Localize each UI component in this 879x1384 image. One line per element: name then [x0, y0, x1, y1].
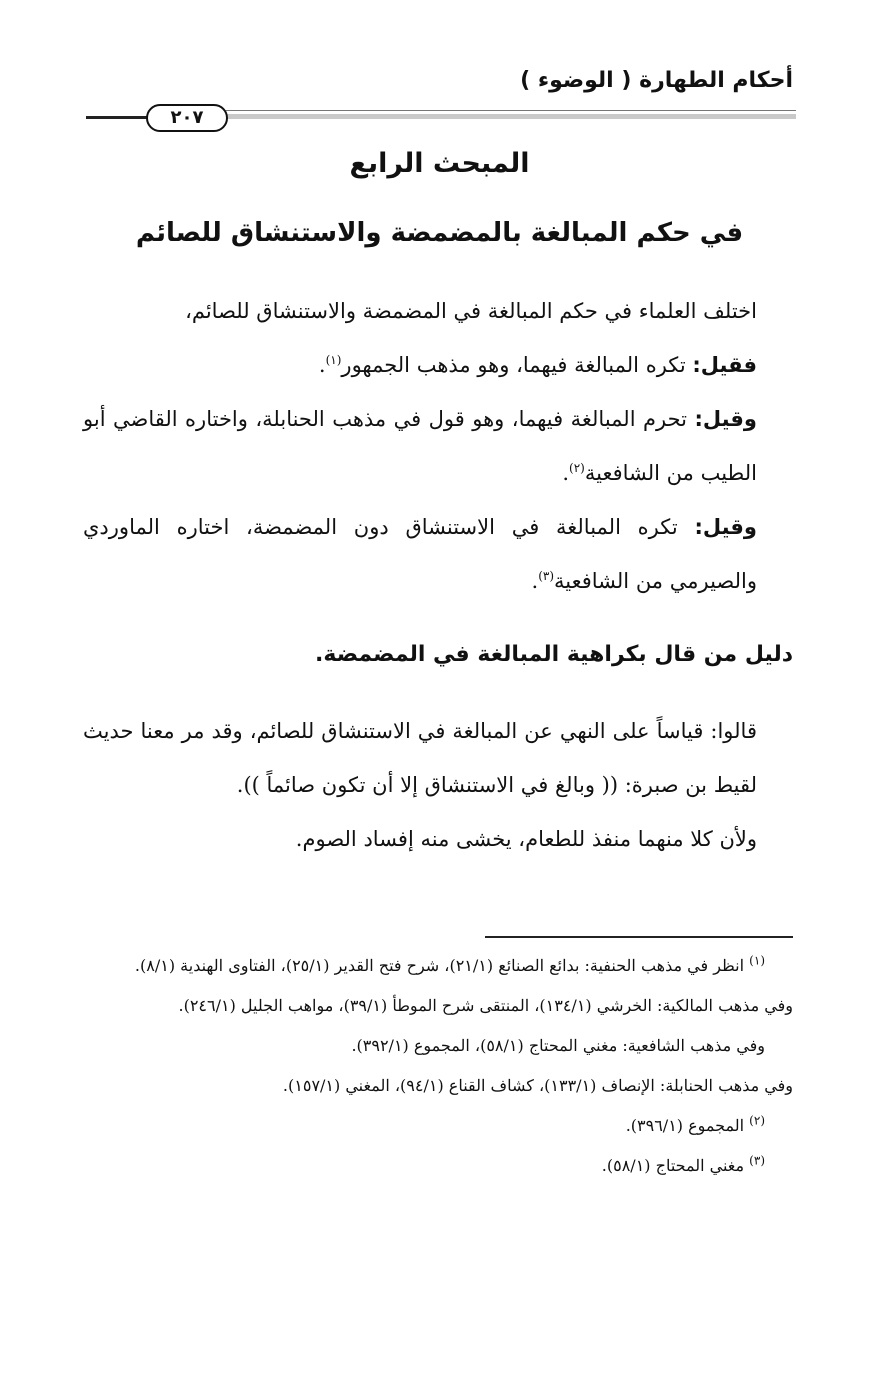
intro-paragraph: اختلف العلماء في حكم المبالغة في المضمضة والاستنشاق للصائم،: [185, 299, 757, 323]
opinion-2-end: .: [562, 461, 570, 485]
evidence-paragraph-1: قالوا: قياساً على النهي عن المبالغة في الاستنشاق للصائم، وقد مر معنا حديث لقيط بن صبرة: (( وبالغ في الاستنشاق إلا أن تكون صائماً )).: [83, 719, 757, 797]
header-rule: [86, 104, 796, 132]
footnote-ref-1[interactable]: (١): [325, 353, 342, 367]
footnote-1-marker: (١): [749, 953, 765, 968]
footnote-2-text: المجموع (٣٩٦/١).: [625, 1116, 745, 1135]
evidence-paragraph-2: ولأن كلا منهما منفذ للطعام، يخشى منه إفساد الصوم.: [295, 827, 757, 851]
opinion-1-text: تكره المبالغة فيهما، وهو مذهب الجمهور: [341, 353, 693, 377]
opinion-3: [83, 500, 793, 608]
opinion-2-text: تحرم المبالغة فيهما، وهو قول في مذهب الحنابلة، واختاره القاضي أبو الطيب من الشافعية: [83, 407, 757, 485]
section-heading: المبحث الرابع: [349, 148, 530, 179]
footnote-ref-2[interactable]: (٢): [569, 461, 585, 475]
footnote-1-hanbali: وفي مذهب الحنابلة: الإنصاف (١٣٣/١)، كشاف القناع (٩٤/١)، المغني (١٥٧/١).: [282, 1076, 793, 1095]
header-rule-thin: [226, 110, 796, 111]
footnote-2-marker: (٢): [749, 1113, 765, 1128]
footnote-1-line-1: انظر في مذهب الحنفية: بدائع الصنائع (٢١/١)، شرح فتح القدير (٢٥/١)، الفتاوى الهندية (٨/١).: [134, 956, 745, 975]
opinion-3-label: وقيل:: [694, 515, 757, 539]
section-title: في حكم المبالغة بالمضمضة والاستنشاق للصائم: [135, 218, 744, 248]
footnote-separator: [485, 936, 793, 938]
body-text: [83, 284, 793, 608]
opinion-2-label: وقيل:: [694, 407, 757, 431]
footnote-ref-3[interactable]: (٣): [538, 569, 555, 583]
evidence-heading: دليل من قال بكراهية المبالغة في المضمضة.: [315, 642, 793, 667]
opinion-1-label: فقيل:: [692, 353, 757, 377]
page-number: ٢٠٧: [146, 104, 228, 132]
evidence-text: [83, 704, 793, 866]
opinion-1-end: .: [318, 353, 326, 377]
footnote-3-text: مغني المحتاج (٥٨/١).: [601, 1156, 745, 1175]
footnote-1-maliki: وفي مذهب المالكية: الخرشي (١٣٤/١)، المنتقى شرح الموطأ (٣٩/١)، مواهب الجليل (٢٤٦/١).: [178, 996, 793, 1015]
opinion-2: [83, 392, 793, 500]
footnote-1: [83, 948, 793, 984]
opinion-1: [83, 338, 793, 392]
header-rule-left: [86, 116, 148, 119]
running-title: أحكام الطهارة ( الوضوء ): [520, 68, 793, 93]
footnote-3: [83, 1148, 793, 1184]
opinion-3-end: .: [531, 569, 539, 593]
footnote-2: [83, 1108, 793, 1144]
header-rule-thick: [226, 114, 796, 119]
footnotes: [83, 948, 793, 1188]
footnote-3-marker: (٣): [749, 1153, 765, 1168]
opinion-3-text: تكره المبالغة في الاستنشاق دون المضمضة، اختاره الماوردي والصيرمي من الشافعية: [83, 515, 757, 593]
footnote-1-shafii: وفي مذهب الشافعية: مغني المحتاج (٥٨/١)، المجموع (٣٩٢/١).: [351, 1036, 765, 1055]
